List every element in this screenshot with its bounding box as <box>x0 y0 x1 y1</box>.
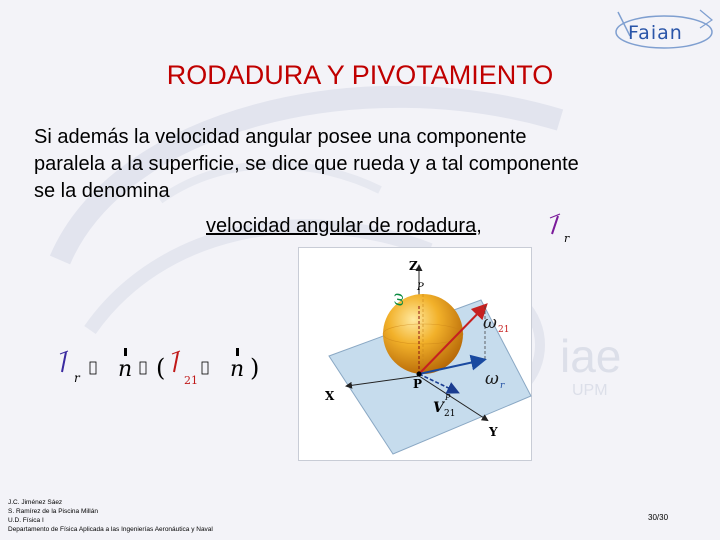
label-p: P <box>413 377 423 391</box>
body-line: se la denomina <box>34 180 170 202</box>
footer-line: Departamento de Física Aplicada a las Ingenierías Aeronáutica y Naval <box>8 526 213 533</box>
page-number: 30/30 <box>648 513 669 522</box>
body-line: Si además la velocidad angular posee una componente <box>34 126 527 148</box>
label-omega-green: ω <box>388 292 407 306</box>
body-paragraph <box>34 124 704 205</box>
rolling-equation <box>58 348 258 394</box>
svg-text:iae: iae <box>560 330 622 382</box>
body-line: paralela a la superficie, se dice que rueda y a tal componente <box>34 153 579 175</box>
footer-line: U.D. Física I <box>8 517 44 524</box>
label-v-sub: 21 <box>444 409 456 419</box>
label-z: Z <box>409 259 418 273</box>
footer-line: J.C. Jiménez Sáez <box>8 499 63 506</box>
label-x: X <box>325 389 335 403</box>
label-p-prime: P <box>417 282 424 293</box>
contact-point <box>417 372 422 377</box>
eq-omega21-sub: 21 <box>184 374 198 387</box>
omega-r-sub: r <box>564 232 570 245</box>
footer-line: S. Ramírez de la Piscina Millán <box>8 508 98 515</box>
eq-n2: n <box>230 357 245 382</box>
logo-text: Faian <box>628 22 683 44</box>
label-omega21-sub: 21 <box>498 325 510 335</box>
eq-paren-open: ( <box>156 354 166 382</box>
svg-text:UPM: UPM <box>572 382 608 399</box>
label-v-sup: P <box>445 393 451 402</box>
omega-r-symbol <box>548 212 576 246</box>
footer-credits <box>8 498 213 534</box>
label-omega-r-sub: r <box>500 381 505 391</box>
eq-paren-close: ) <box>250 354 260 382</box>
label-omega-r: ω <box>485 369 499 389</box>
eq-omega-r-sub: r <box>74 371 80 385</box>
definition-term: velocidad angular de rodadura <box>206 215 477 237</box>
figure-svg <box>299 248 531 460</box>
rolling-sphere-figure <box>298 247 532 461</box>
slide-title: RODADURA Y PIVOTAMIENTO <box>166 60 554 90</box>
label-y: Y <box>489 425 498 439</box>
label-v: V <box>433 400 444 416</box>
definition-line <box>206 215 482 238</box>
label-omega21: ω <box>483 313 497 333</box>
definition-punct: , <box>476 215 482 237</box>
eq-n1: n <box>118 357 133 382</box>
